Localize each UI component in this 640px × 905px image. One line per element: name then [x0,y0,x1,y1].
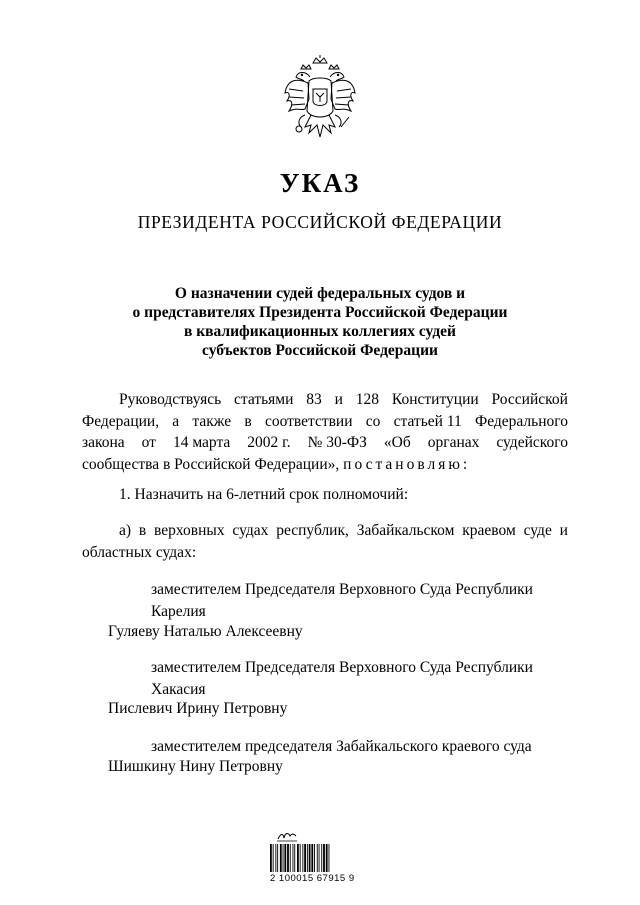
item-a-line: а) в верховных судах республик, Забайкальском краевом суде и [119,522,568,539]
russian-coat-of-arms-emblem [283,55,357,147]
decree-heading [0,284,640,360]
appointment-position: заместителем Председателя Верховного Суда Республики Карелия [151,581,533,620]
item-a [82,520,568,563]
enacting-word: постановляю: [343,455,471,473]
heading-line: О назначении судей федеральных судов и [174,285,466,302]
appointee-name: Шишкину Нину Петровну [108,758,283,775]
document-subtitle: ПРЕЗИДЕНТА РОССИЙСКОЙ ФЕДЕРАЦИИ [137,212,503,232]
preamble-paragraph [82,389,568,475]
appointee-name: Гуляеву Наталью Алексеевну [108,623,303,640]
appointment-position: заместителем Председателя Верховного Суда Республики Хакасия [151,659,533,698]
heading-line: субъектов Российской Федерации [202,342,438,359]
appointee-name: Пислевич Ирину Петровну [108,700,288,717]
preamble-line: сообщества в Российской Федерации», постановляю: [82,455,471,473]
appointment-position: заместителем председателя Забайкальского краевого суда [151,738,532,755]
preamble-line: Федерации, а также в соответствии со статьей 11 Федерального [82,412,568,430]
document-title: УКАЗ [279,168,361,198]
preamble-line: Руководствуясь статьями 83 и 128 Конституции Российской [119,391,568,408]
item-1: 1. Назначить на 6-летний срок полномочий: [119,486,409,503]
barcode [270,844,358,872]
item-a-line: областных судах: [82,543,197,561]
heading-line: в квалификационных коллегиях судей [184,323,456,340]
heading-line: о представителях Президента Российской Федерации [132,304,508,321]
barcode-number: 2 100015 67915 9 [270,873,355,884]
registration-stamp [276,830,298,842]
preamble-line: закона от 14 марта 2002 г. № 30-ФЗ «Об органах судейского [82,434,568,451]
